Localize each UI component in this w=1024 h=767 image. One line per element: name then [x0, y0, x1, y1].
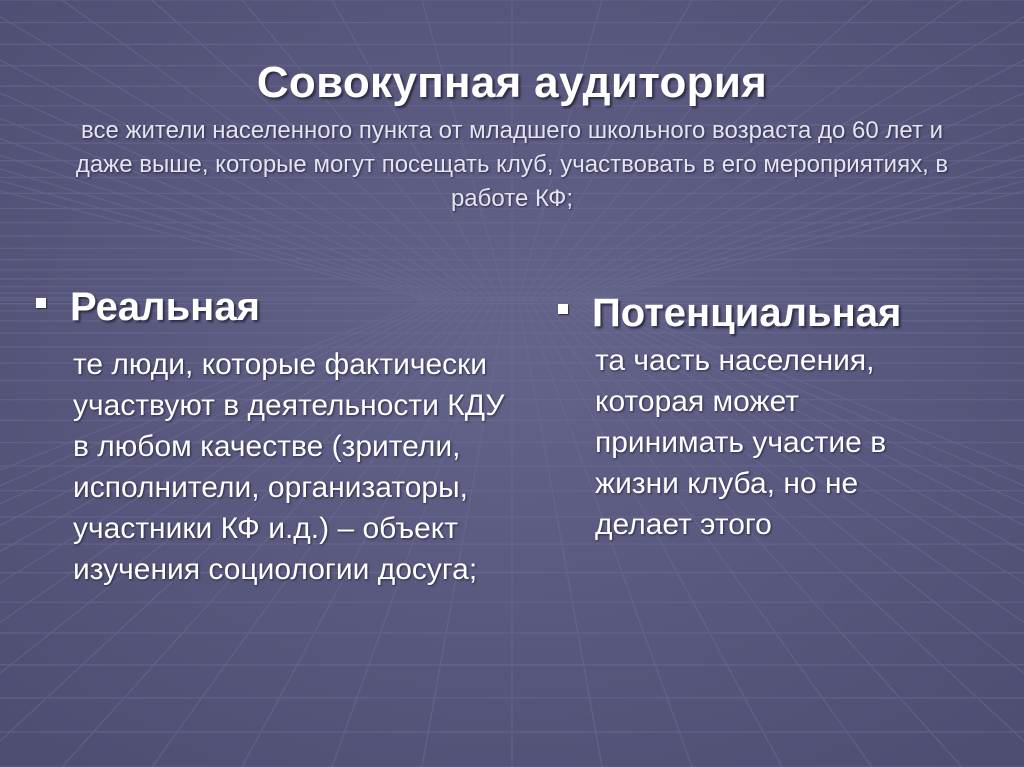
- slide-title: Совокупная аудитория: [256, 58, 768, 107]
- square-bullet-icon: [36, 298, 46, 308]
- real-audience-heading: Реальная: [70, 285, 260, 329]
- slide-subtitle: все жители населенного пункта от младшего школьного возраста до 60 лет и даже выше, которые могут посещать клуб, участвовать в его мероприятиях, в работе КФ;: [75, 117, 949, 212]
- real-audience-description: те люди, которые фактически участвуют в деятельности КДУ в любом качестве (зрители, исполнители, организаторы, участники КФ и.д.) – объект изучения социологии досуга;: [73, 348, 505, 586]
- real-audience-block: [36, 284, 516, 590]
- potential-audience-block: [558, 290, 998, 545]
- square-bullet-icon: [558, 304, 568, 314]
- potential-audience-description: та часть населения, которая может принимать участие в жизни клуба, но не делает этого: [595, 344, 887, 541]
- potential-audience-heading: Потенциальная: [592, 291, 902, 335]
